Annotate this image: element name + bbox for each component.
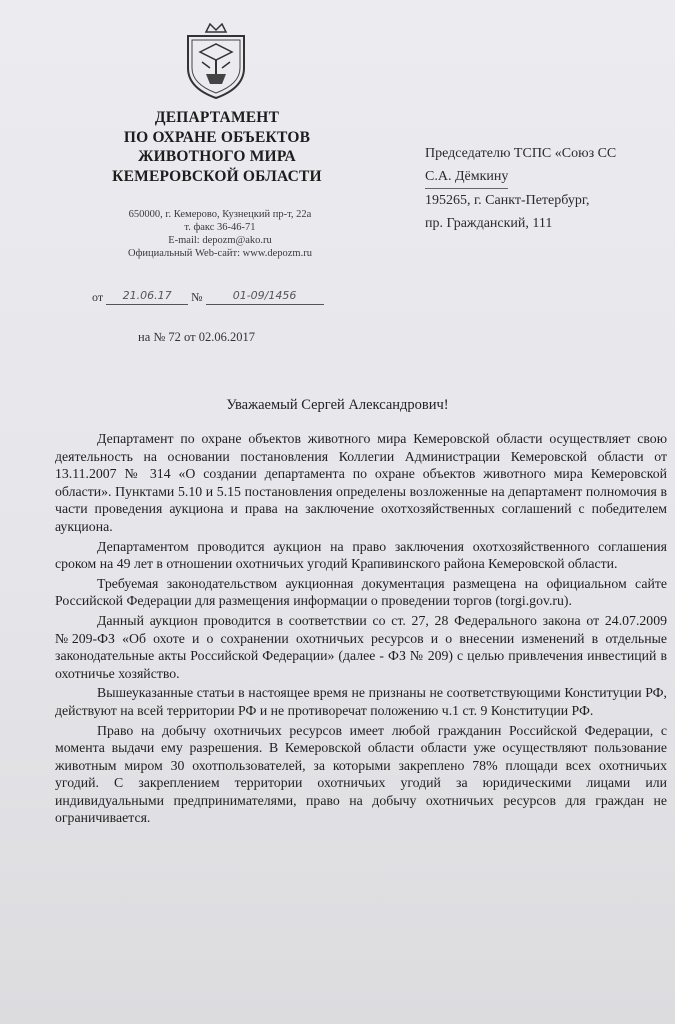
address-line: Официальный Web-сайт: www.depozm.ru: [128, 248, 312, 259]
greeting: Уважаемый Сергей Александрович!: [226, 397, 449, 413]
dept-line: ДЕПАРТАМЕНТ: [154, 109, 280, 126]
body-paragraph: Департаментом проводится аукцион на право заключения охотхозяйственного соглашения сроком на 49 лет в отношении охотничьих угодий Крапивинского района Кемеровской области.: [55, 538, 667, 572]
recipient-line: 195265, г. Санкт-Петербург,: [425, 193, 590, 208]
body-paragraph: Право на добычу охотничьих ресурсов имеет любой гражданин Российской Федерации, с момента выдачи ему разрешения. В Кемеровской области области уже осуществляют пользование животным миром 30 охотпользователей, за которыми закреплено 78% площади всех охотничьих угодий. С закреплением территории охотничьих угодий за юридическими лицами или индивидуальными предпринимателями, право на добычу охотничьих ресурсов для граждан не ограничивается.: [55, 722, 667, 826]
address-line: E-mail: depozm@ako.ru: [168, 235, 272, 246]
coat-of-arms-emblem-icon: [180, 22, 252, 100]
recipient-block: [425, 142, 675, 235]
recipient-line: Председателю ТСПС «Союз СС: [425, 146, 617, 161]
department-address: [70, 208, 370, 260]
dept-line: ЖИВОТНОГО МИРА: [138, 148, 296, 165]
letter-body: [55, 430, 667, 829]
outgoing-number-field: [206, 288, 324, 305]
outgoing-date-field: [106, 288, 188, 305]
address-line: т. факс 36-46-71: [184, 222, 256, 233]
outgoing-date-label: от: [92, 290, 104, 304]
body-paragraph: Вышеуказанные статьи в настоящее время не признаны не соответствующими Конституции РФ, действуют на всей территории РФ и не противоречат положению ч.1 ст. 9 Конституции РФ.: [55, 685, 667, 718]
outgoing-number-row: [92, 288, 352, 305]
body-paragraph: Данный аукцион проводится в соответствии со ст. 27, 28 Федерального закона от 24.07.2009 №209-ФЗ «Об охоте и о сохранении охотничьих ресурсов и о внесении изменений в отдельные законодательные акты Российской Федерации» (далее - ФЗ № 209) с целью привлечения инвестиций в охотничье хозяйство.: [55, 612, 667, 681]
outgoing-number-label: №: [191, 290, 203, 304]
body-paragraph: Департамент по охране объектов животного мира Кемеровской области осуществляет свою деятельность на основании постановления Коллегии Администрации Кемеровской области от 13.11.2007 № 314 «О создании департамента по охране объектов животного мира Кемеровской области». Пунктами 5.10 и 5.15 постановления определены возложенные на департамент полномочия в части проведения аукциона и права на заключение охотхозяйственных соглашений с победителем аукциона.: [55, 431, 667, 534]
dept-line: ПО ОХРАНЕ ОБЪЕКТОВ: [123, 128, 311, 146]
outgoing-date-value: 21.06.17: [122, 289, 172, 302]
address-line: 650000, г. Кемерово, Кузнецкий пр-т, 22а: [128, 209, 312, 220]
dept-line: КЕМЕРОВСКОЙ ОБЛАСТИ: [112, 167, 322, 185]
recipient-line: пр. Гражданский, 111: [425, 216, 553, 231]
department-name: [86, 108, 348, 186]
body-paragraph: Требуемая законодательством аукционная документация размещена на официальном сайте Российской Федерации для размещения информации о проведении торгов (torgi.gov.ru).: [55, 575, 667, 609]
recipient-line: С.А. Дёмкину: [425, 165, 508, 189]
reference-number: на № 72 от 02.06.2017: [138, 330, 255, 344]
outgoing-number-value: 01-09/1456: [232, 289, 297, 302]
